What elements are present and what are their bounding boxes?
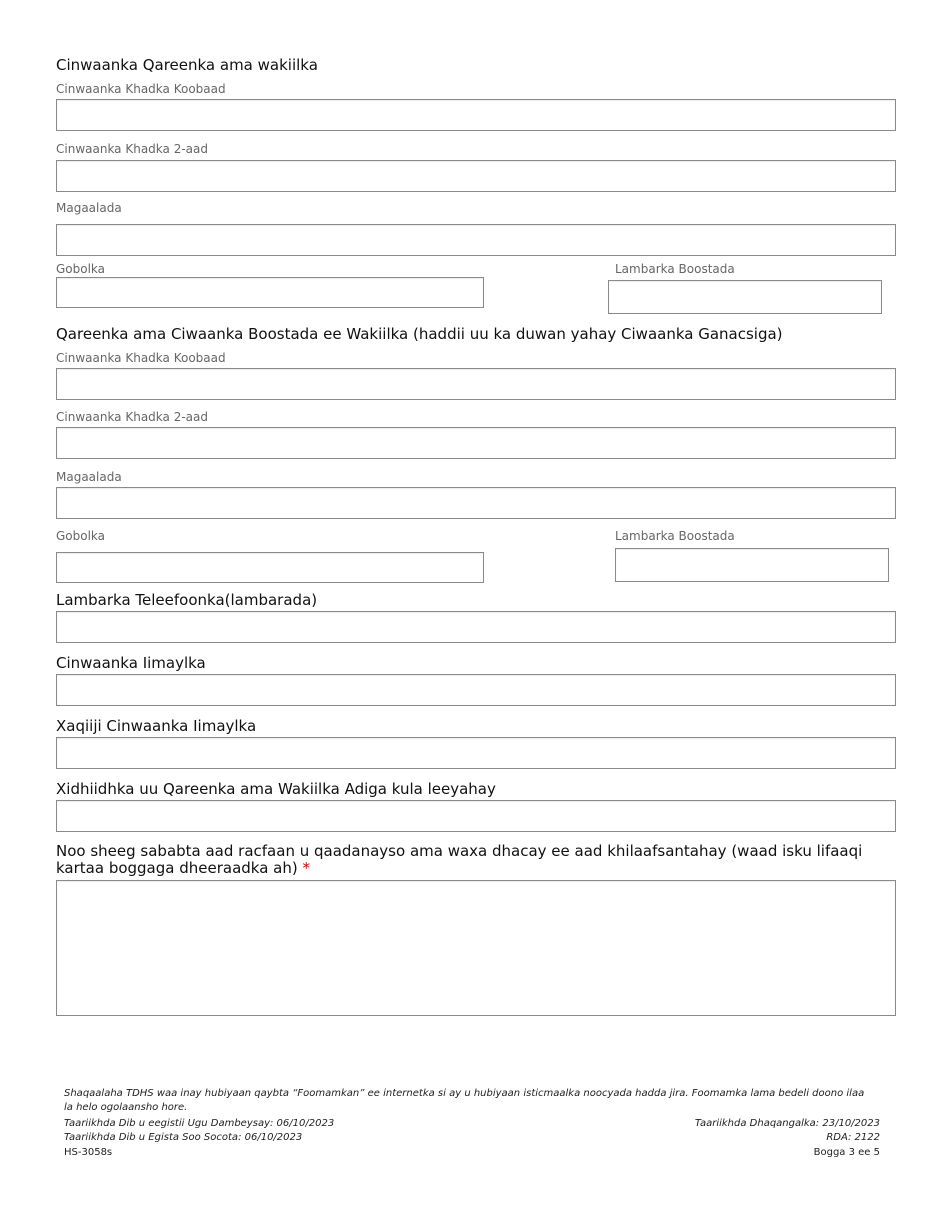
state-label: Gobolka — [56, 262, 106, 276]
relationship-label: Xidhiidhka uu Qareenka ama Wakiilka Adiga kula leeyahay — [56, 780, 496, 798]
footer-rda: RDA: 2122 — [826, 1132, 880, 1143]
footer-effective-date: Taariikhda Dhaqangalka: 23/10/2023 — [694, 1118, 880, 1129]
address-line1-input[interactable] — [56, 99, 896, 131]
section-title-attorney-address: Cinwaanka Qareenka ama wakiilka — [56, 56, 318, 74]
mailing-city-label: Magaalada — [56, 470, 122, 484]
email-confirm-label: Xaqiiji Cinwaanka Iimaylka — [56, 717, 257, 735]
footer-revised-date: Taariikhda Dib u eegistii Ugu Dambeysay: 06/10/2023 — [64, 1118, 335, 1129]
mailing-zip-input[interactable] — [615, 548, 889, 582]
email-input[interactable] — [56, 674, 896, 706]
mailing-state-input[interactable] — [56, 552, 484, 583]
mailing-state-label: Gobolka — [56, 529, 106, 543]
footer-page-number: Bogga 3 ee 5 — [813, 1147, 880, 1158]
phone-label: Lambarka Teleefoonka(lambarada) — [56, 591, 318, 609]
footer-notice: Shaqaalaha TDHS waa inay hubiyaan qaybta “Foomamkan” ee internetka si ay u hubiyaan isticmaalka noocyada hadda jira. Foomamka lama bedeli doono ilaa la helo ogolaansho hore. — [64, 1088, 865, 1113]
state-input[interactable] — [56, 277, 484, 308]
zip-input[interactable] — [608, 280, 882, 314]
address-line2-input[interactable] — [56, 160, 896, 192]
reason-label — [56, 843, 896, 877]
footer-form-id: HS-3058s — [64, 1147, 113, 1158]
address-line2-label: Cinwaanka Khadka 2-aad — [56, 142, 208, 156]
city-label: Magaalada — [56, 201, 122, 215]
reason-textarea[interactable] — [56, 880, 896, 1016]
section-title-mailing-address: Qareenka ama Ciwaanka Boostada ee Wakiilka (haddii uu ka duwan yahay Ciwaanka Ganacsiga) — [56, 325, 783, 343]
required-asterisk: * — [302, 859, 311, 877]
mailing-address-line2-label: Cinwaanka Khadka 2-aad — [56, 410, 208, 424]
footer-reviewed-date: Taariikhda Dib u Egista Soo Socota: 06/10/2023 — [64, 1132, 303, 1143]
reason-label-text: Noo sheeg sababta aad racfaan u qaadanayso ama waxa dhacay ee aad khilaafsantahay (waad isku lifaaqi kartaa boggaga dheeraadka ah) — [56, 842, 863, 877]
address-line1-label: Cinwaanka Khadka Koobaad — [56, 82, 226, 96]
mailing-city-input[interactable] — [56, 487, 896, 519]
zip-label: Lambarka Boostada — [615, 262, 735, 276]
city-input[interactable] — [56, 224, 896, 256]
email-label: Cinwaanka Iimaylka — [56, 654, 206, 672]
relationship-input[interactable] — [56, 800, 896, 832]
email-confirm-input[interactable] — [56, 737, 896, 769]
mailing-zip-label: Lambarka Boostada — [615, 529, 735, 543]
mailing-address-line1-input[interactable] — [56, 368, 896, 400]
phone-input[interactable] — [56, 611, 896, 643]
mailing-address-line2-input[interactable] — [56, 427, 896, 459]
mailing-address-line1-label: Cinwaanka Khadka Koobaad — [56, 351, 226, 365]
